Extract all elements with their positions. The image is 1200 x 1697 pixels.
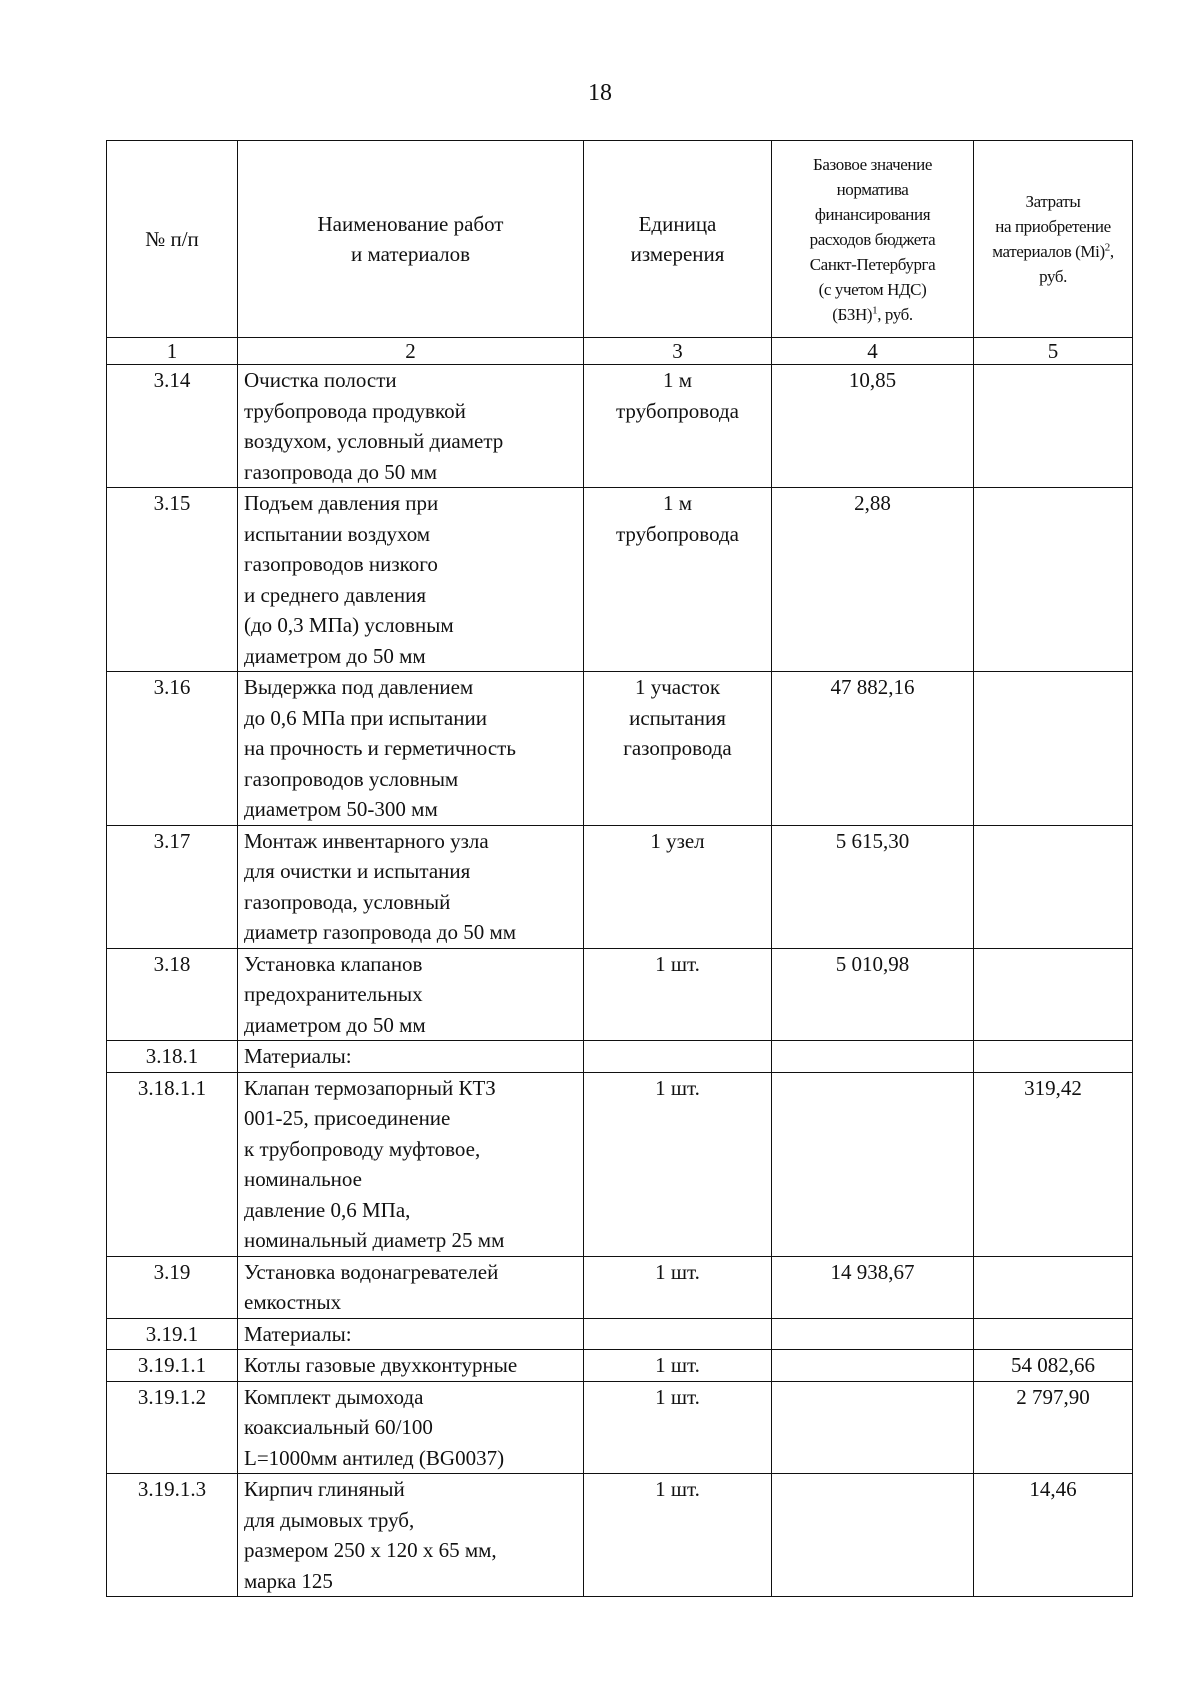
unit: 1 шт. [584, 1381, 772, 1474]
column-number: 4 [772, 338, 974, 365]
unit: 1 шт. [584, 1256, 772, 1318]
footnote-2-marker: 2 [1104, 241, 1110, 254]
footnote-1-marker: 1 [872, 303, 878, 316]
base-value: 47 882,16 [772, 672, 974, 826]
column-number: 1 [107, 338, 238, 365]
table-row [107, 1256, 1133, 1318]
header-materials-cost-text: Затраты на приобретение материалов (Mi) [992, 192, 1111, 261]
work-name: Материалы: [238, 1041, 584, 1073]
work-name: Очистка полости трубопровода продувкой воздухом, условный диаметр газопровода до 50 мм [238, 365, 584, 488]
materials-cost [974, 1256, 1133, 1318]
unit [584, 1041, 772, 1073]
column-number: 2 [238, 338, 584, 365]
materials-cost [974, 672, 1133, 826]
table-row [107, 488, 1133, 672]
page-number: 18 [588, 80, 612, 106]
header-number: № п/п [107, 141, 238, 338]
work-name: Котлы газовые двухконтурные [238, 1350, 584, 1382]
row-number: 3.18 [107, 948, 238, 1041]
header-base-value [772, 141, 974, 338]
header-base-value-text: Базовое значение норматива финансирования расходов бюджета Санкт-Петербурга (с учетом НДС) (БЗН) [809, 154, 936, 324]
base-value [772, 1072, 974, 1256]
materials-cost: 14,46 [974, 1474, 1133, 1597]
table-row [107, 825, 1133, 948]
row-number: 3.15 [107, 488, 238, 672]
base-value: 5 615,30 [772, 825, 974, 948]
table-row [107, 1474, 1133, 1597]
column-number: 5 [974, 338, 1133, 365]
table-row [107, 1381, 1133, 1474]
table-row [107, 948, 1133, 1041]
table-row [107, 1350, 1133, 1382]
unit: 1 шт. [584, 948, 772, 1041]
header-unit: Единица измерения [584, 141, 772, 338]
materials-cost [974, 365, 1133, 488]
materials-cost [974, 488, 1133, 672]
work-name: Подъем давления при испытании воздухом газопроводов низкого и среднего давления (до 0,3 МПа) условным диаметром до 50 мм [238, 488, 584, 672]
row-number: 3.16 [107, 672, 238, 826]
row-number: 3.19 [107, 1256, 238, 1318]
table-header-row [107, 141, 1133, 338]
base-value [772, 1318, 974, 1350]
header-base-value-tail: , руб. [877, 304, 913, 324]
work-name: Кирпич глиняный для дымовых труб, размером 250 х 120 х 65 мм, марка 125 [238, 1474, 584, 1597]
base-value [772, 1381, 974, 1474]
work-name: Установка клапанов предохранительных диаметром до 50 мм [238, 948, 584, 1041]
unit: 1 участок испытания газопровода [584, 672, 772, 826]
work-name: Установка водонагревателей емкостных [238, 1256, 584, 1318]
work-name: Комплект дымохода коаксиальный 60/100 L=1000мм антилед (BG0037) [238, 1381, 584, 1474]
base-value: 5 010,98 [772, 948, 974, 1041]
unit: 1 узел [584, 825, 772, 948]
unit: 1 шт. [584, 1350, 772, 1382]
materials-cost: 319,42 [974, 1072, 1133, 1256]
unit: 1 шт. [584, 1474, 772, 1597]
row-number: 3.19.1.3 [107, 1474, 238, 1597]
header-materials-cost [974, 141, 1133, 338]
row-number: 3.14 [107, 365, 238, 488]
base-value [772, 1474, 974, 1597]
base-value [772, 1041, 974, 1073]
column-number: 3 [584, 338, 772, 365]
materials-cost [974, 1041, 1133, 1073]
table-row [107, 365, 1133, 488]
work-name: Клапан термозапорный КТЗ 001-25, присоединение к трубопроводу муфтовое, номинальное давление 0,6 МПа, номинальный диаметр 25 мм [238, 1072, 584, 1256]
row-number: 3.17 [107, 825, 238, 948]
materials-cost [974, 948, 1133, 1041]
table-row [107, 1041, 1133, 1073]
header-name: Наименование работ и материалов [238, 141, 584, 338]
materials-cost [974, 825, 1133, 948]
materials-cost: 2 797,90 [974, 1381, 1133, 1474]
base-value: 2,88 [772, 488, 974, 672]
table-row [107, 672, 1133, 826]
base-value: 14 938,67 [772, 1256, 974, 1318]
unit: 1 шт. [584, 1072, 772, 1256]
table-body [107, 365, 1133, 1597]
unit: 1 м трубопровода [584, 365, 772, 488]
row-number: 3.19.1.1 [107, 1350, 238, 1382]
materials-cost: 54 082,66 [974, 1350, 1133, 1382]
norms-table [106, 140, 1133, 1597]
unit [584, 1318, 772, 1350]
row-number: 3.18.1 [107, 1041, 238, 1073]
base-value: 10,85 [772, 365, 974, 488]
row-number: 3.18.1.1 [107, 1072, 238, 1256]
row-number: 3.19.1.2 [107, 1381, 238, 1474]
unit: 1 м трубопровода [584, 488, 772, 672]
work-name: Выдержка под давлением до 0,6 МПа при испытании на прочность и герметичность газопроводов условным диаметром 50-300 мм [238, 672, 584, 826]
work-name: Материалы: [238, 1318, 584, 1350]
base-value [772, 1350, 974, 1382]
work-name: Монтаж инвентарного узла для очистки и испытания газопровода, условный диаметр газопровода до 50 мм [238, 825, 584, 948]
materials-cost [974, 1318, 1133, 1350]
table-row [107, 1072, 1133, 1256]
header-materials-cost-tail: , руб. [1039, 242, 1114, 286]
row-number: 3.19.1 [107, 1318, 238, 1350]
table-row [107, 1318, 1133, 1350]
column-number-row [107, 338, 1133, 365]
